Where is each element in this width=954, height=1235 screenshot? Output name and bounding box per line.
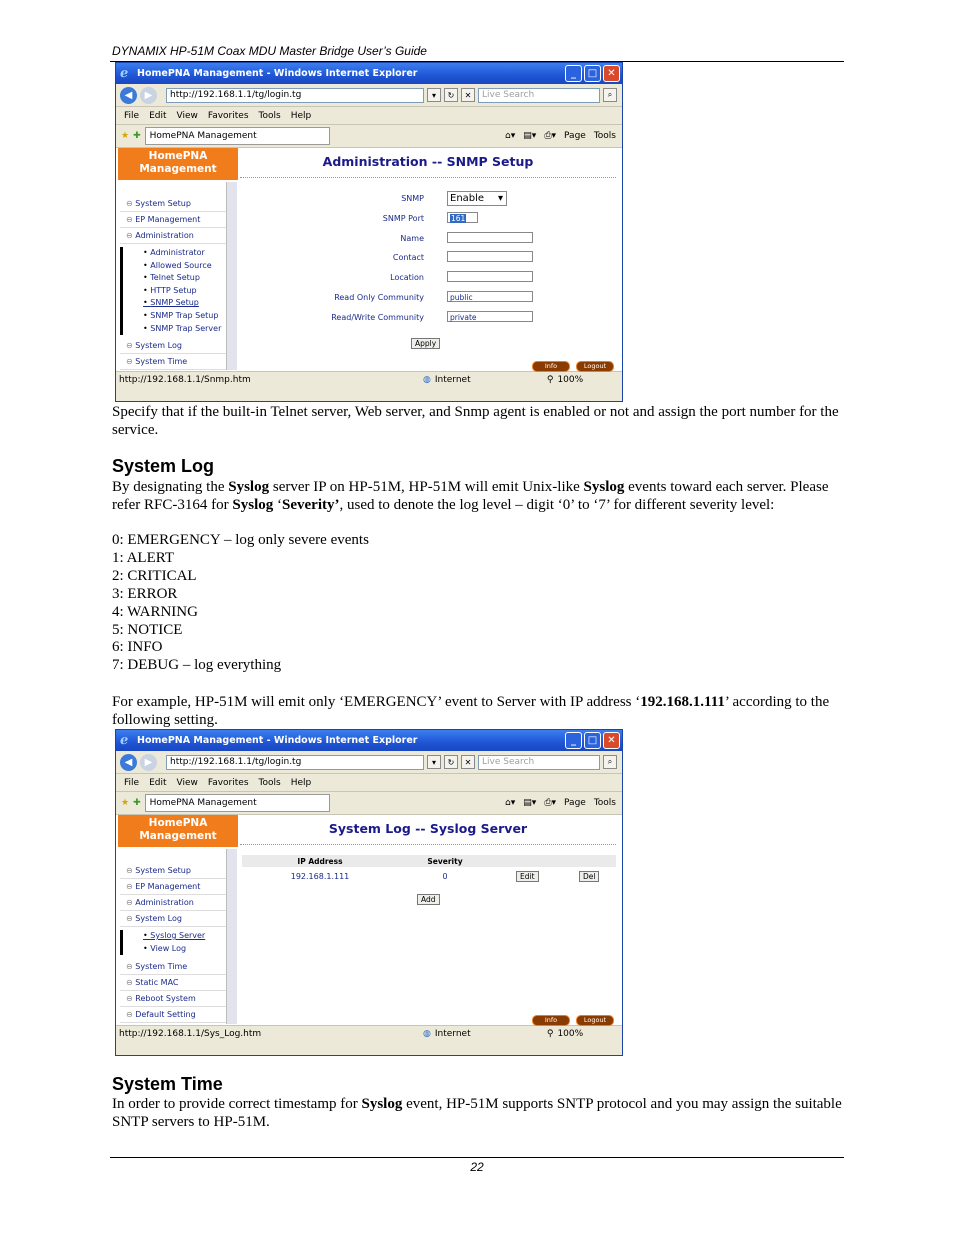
page-title: System Log -- Syslog Server: [240, 815, 616, 845]
contact-input[interactable]: [447, 251, 533, 262]
globe-icon: ◍: [423, 1028, 431, 1039]
menu-help[interactable]: Help: [290, 777, 312, 788]
severity-item: 3: ERROR: [112, 585, 178, 602]
feeds-icon[interactable]: ▤▾: [523, 798, 537, 808]
sidebar-sub-snmp-trap-server[interactable]: • SNMP Trap Server: [120, 323, 227, 336]
sidebar-item-administration[interactable]: ⊖ Administration: [120, 895, 227, 911]
tab-homepna[interactable]: HomePNA Management: [145, 127, 330, 145]
status-bar: [116, 1025, 622, 1041]
command-bar: [505, 131, 622, 141]
rw-community-input[interactable]: private: [447, 311, 533, 322]
syslog-paragraph: By designating the Syslog server IP on HP-51M, HP-51M will emit Unix-like Syslog events toward each server. Please refer RFC-3164 for Syslog ‘Severity’, used to denote the log level – digit ‘0’ to ‘7’ for different severity level:: [112, 479, 829, 513]
page-menu[interactable]: Page: [564, 798, 586, 808]
address-bar: [116, 751, 622, 774]
sidebar-item-system-log[interactable]: ⊖ System Log: [120, 911, 227, 927]
logout-button[interactable]: Logout: [576, 1015, 614, 1026]
page-title: Administration -- SNMP Setup: [240, 148, 616, 178]
sidebar-menu: [120, 196, 227, 370]
brand-logo: HomePNA Management: [118, 148, 238, 180]
sidebar-sub-syslog-server[interactable]: • Syslog Server: [120, 930, 227, 943]
sidebar-item-ep-management[interactable]: ⊖ EP Management: [120, 879, 227, 895]
search-icon[interactable]: ⌕: [603, 755, 617, 769]
example-paragraph: For example, HP-51M will emit only ‘EMERGENCY’ event to Server with IP address ‘192.168.1.111’ according to the following setting.: [112, 694, 830, 728]
location-input[interactable]: [447, 271, 533, 282]
zone-label: Internet: [434, 374, 471, 385]
info-button[interactable]: Info: [532, 1015, 570, 1026]
title-bar: [116, 63, 622, 84]
sidebar-item-system-setup[interactable]: ⊖ System Setup: [120, 196, 227, 212]
add-favorite-icon[interactable]: ✚: [133, 131, 141, 141]
close-button[interactable]: ✕: [603, 732, 620, 749]
status-url: http://192.168.1.1/Snmp.htm: [119, 374, 251, 385]
doc-header: DYNAMIX HP-51M Coax MDU Master Bridge User’s Guide: [112, 44, 427, 58]
status-bar: [116, 371, 622, 387]
sidebar-sub-snmp-trap-setup[interactable]: • SNMP Trap Setup: [120, 310, 227, 323]
severity-item: 2: CRITICAL: [112, 567, 197, 584]
forward-icon[interactable]: ▶: [140, 754, 157, 771]
snmp-port-input[interactable]: 161: [447, 212, 478, 223]
search-icon[interactable]: ⌕: [603, 88, 617, 102]
sidebar-scrollbar[interactable]: [226, 849, 237, 1024]
sidebar-sub-view-log[interactable]: • View Log: [120, 943, 227, 956]
sidebar-sub-snmp-setup[interactable]: • SNMP Setup: [120, 297, 227, 310]
menu-help[interactable]: Help: [290, 110, 312, 121]
refresh-icon[interactable]: ↻: [444, 755, 458, 769]
sidebar-item-system-log[interactable]: ⊖ System Log: [120, 338, 227, 354]
favorites-star-icon[interactable]: ★: [121, 131, 130, 141]
severity-item: 1: ALERT: [112, 549, 175, 566]
menu-tools[interactable]: Tools: [258, 110, 281, 121]
menu-edit[interactable]: Edit: [149, 777, 167, 788]
sidebar-sub-telnet-setup[interactable]: • Telnet Setup: [120, 272, 227, 285]
tools-menu[interactable]: Tools: [593, 131, 616, 141]
chevron-down-icon: ▾: [497, 193, 503, 204]
heading-system-log: System Log: [112, 456, 215, 476]
sidebar-item-system-time[interactable]: ⊖ System Time: [120, 959, 227, 975]
menu-tools[interactable]: Tools: [258, 777, 281, 788]
logout-button[interactable]: Logout: [576, 361, 614, 372]
sidebar-item-reboot-system[interactable]: ⊖ Reboot System: [120, 991, 227, 1007]
tools-menu[interactable]: Tools: [593, 798, 616, 808]
col-ip-address: IP Address: [297, 857, 343, 866]
snmp-label: SNMP: [401, 194, 424, 203]
snmp-port-label: SNMP Port: [382, 214, 424, 223]
url-input[interactable]: http://192.168.1.1/tg/login.tg: [166, 88, 424, 103]
severity-item: 5: NOTICE: [112, 621, 183, 638]
severity-item: 4: WARNING: [112, 603, 198, 620]
footer-rule: [110, 1157, 844, 1158]
globe-icon: ◍: [423, 374, 431, 385]
ie-icon: ℯ: [120, 65, 129, 81]
title-bar: [116, 730, 622, 751]
zoom-level[interactable]: 100%: [557, 1028, 584, 1039]
zone-label: Internet: [434, 1028, 471, 1039]
stop-icon[interactable]: ✕: [461, 755, 475, 769]
del-button[interactable]: Del: [579, 871, 599, 882]
add-favorite-icon[interactable]: ✚: [133, 798, 141, 808]
dropdown-icon[interactable]: ▾: [427, 88, 441, 102]
status-url: http://192.168.1.1/Sys_Log.htm: [119, 1028, 262, 1039]
sidebar-item-static-mac[interactable]: ⊖ Static MAC: [120, 975, 227, 991]
menu-favorites[interactable]: Favorites: [207, 110, 249, 121]
menu-file[interactable]: File: [124, 110, 140, 121]
sidebar-item-default-setting[interactable]: ⊖ Default Setting: [120, 1007, 227, 1023]
contact-label: Contact: [392, 253, 424, 262]
menu-bar: [116, 107, 622, 125]
page-menu[interactable]: Page: [564, 131, 586, 141]
menu-favorites[interactable]: Favorites: [207, 777, 249, 788]
location-label: Location: [390, 273, 424, 282]
command-bar: [505, 798, 622, 808]
tab-bar: [116, 792, 622, 815]
menu-edit[interactable]: Edit: [149, 110, 167, 121]
browser-window-snmp: [115, 62, 623, 402]
stop-icon[interactable]: ✕: [461, 88, 475, 102]
refresh-icon[interactable]: ↻: [444, 88, 458, 102]
sidebar-scrollbar[interactable]: [226, 182, 237, 370]
sidebar-menu: [120, 863, 227, 1023]
back-icon[interactable]: ◀: [120, 87, 137, 104]
name-label: Name: [400, 234, 424, 243]
snmp-select[interactable]: Enable ▾: [447, 191, 507, 206]
heading-system-time: System Time: [112, 1074, 223, 1094]
ie-icon: ℯ: [120, 732, 129, 748]
dropdown-icon[interactable]: ▾: [427, 755, 441, 769]
url-input[interactable]: http://192.168.1.1/tg/login.tg: [166, 755, 424, 770]
ro-community-label: Read Only Community: [334, 293, 424, 302]
sidebar-sub-allowed-source[interactable]: • Allowed Source: [120, 260, 227, 273]
live-search-input[interactable]: Live Search: [478, 88, 600, 103]
maximize-button[interactable]: □: [584, 732, 601, 749]
sidebar-item-ep-management[interactable]: ⊖ EP Management: [120, 212, 227, 228]
tab-homepna[interactable]: HomePNA Management: [145, 794, 330, 812]
page-number: 22: [470, 1160, 484, 1174]
add-button[interactable]: Add: [417, 894, 440, 905]
sidebar-item-system-time[interactable]: ⊖ System Time: [120, 354, 227, 370]
sidebar-item-system-setup[interactable]: ⊖ System Setup: [120, 863, 227, 879]
sidebar: [118, 148, 238, 367]
live-search-input[interactable]: Live Search: [478, 755, 600, 770]
print-icon[interactable]: ⎙▾: [544, 798, 557, 808]
menu-view[interactable]: View: [176, 110, 198, 121]
system-time-paragraph: In order to provide correct timestamp for Syslog event, HP-51M supports SNTP protocol and you may assign the suitable SNTP servers to HP-51M.: [112, 1096, 842, 1130]
print-icon[interactable]: ⎙▾: [544, 131, 557, 141]
row-severity: 0: [442, 872, 448, 881]
back-icon[interactable]: ◀: [120, 754, 137, 771]
name-input[interactable]: [447, 232, 533, 243]
address-bar: [116, 84, 622, 107]
sidebar: [118, 815, 238, 1020]
severity-item: 0: EMERGENCY – log only severe events: [112, 532, 369, 548]
menu-file[interactable]: File: [124, 777, 140, 788]
menu-view[interactable]: View: [176, 777, 198, 788]
main-panel: [240, 148, 616, 370]
menu-bar: [116, 774, 622, 792]
snmp-description: Specify that if the built-in Telnet server, Web server, and Snmp agent is enabled or not and assign the port number for the service.: [112, 404, 839, 438]
severity-item: 7: DEBUG – log everything: [112, 657, 282, 674]
sidebar-sub-http-setup[interactable]: • HTTP Setup: [120, 285, 227, 298]
forward-icon[interactable]: ▶: [140, 87, 157, 104]
window-title: HomePNA Management - Windows Internet Explorer: [137, 68, 418, 79]
home-icon[interactable]: ⌂▾: [505, 131, 516, 141]
apply-button[interactable]: Apply: [411, 338, 440, 349]
zoom-icon[interactable]: ⚲: [546, 1028, 554, 1039]
home-icon[interactable]: ⌂▾: [505, 798, 516, 808]
severity-item: 6: INFO: [112, 639, 163, 656]
zoom-level[interactable]: 100%: [557, 374, 584, 385]
tab-bar: [116, 125, 622, 148]
sidebar-sub-administrator[interactable]: • Administrator: [120, 247, 227, 260]
col-severity: Severity: [427, 857, 463, 866]
feeds-icon[interactable]: ▤▾: [523, 131, 537, 141]
minimize-button[interactable]: _: [565, 732, 582, 749]
brand-logo: HomePNA Management: [118, 815, 238, 847]
sidebar-item-administration[interactable]: ⊖ Administration: [120, 228, 227, 244]
severity-list: [112, 532, 369, 675]
favorites-star-icon[interactable]: ★: [121, 798, 130, 808]
zoom-icon[interactable]: ⚲: [546, 374, 554, 385]
edit-button[interactable]: Edit: [516, 871, 539, 882]
page-content: [116, 815, 622, 1025]
maximize-button[interactable]: □: [584, 65, 601, 82]
row-ip-address: 192.168.1.111: [290, 872, 350, 881]
minimize-button[interactable]: _: [565, 65, 582, 82]
ro-community-input[interactable]: public: [447, 291, 533, 302]
browser-window-syslog: [115, 729, 623, 1056]
close-button[interactable]: ✕: [603, 65, 620, 82]
page-content: [116, 148, 622, 371]
info-button[interactable]: Info: [532, 361, 570, 372]
window-title: HomePNA Management - Windows Internet Explorer: [137, 735, 418, 746]
rw-community-label: Read/Write Community: [331, 313, 424, 322]
main-panel: [240, 815, 616, 1024]
